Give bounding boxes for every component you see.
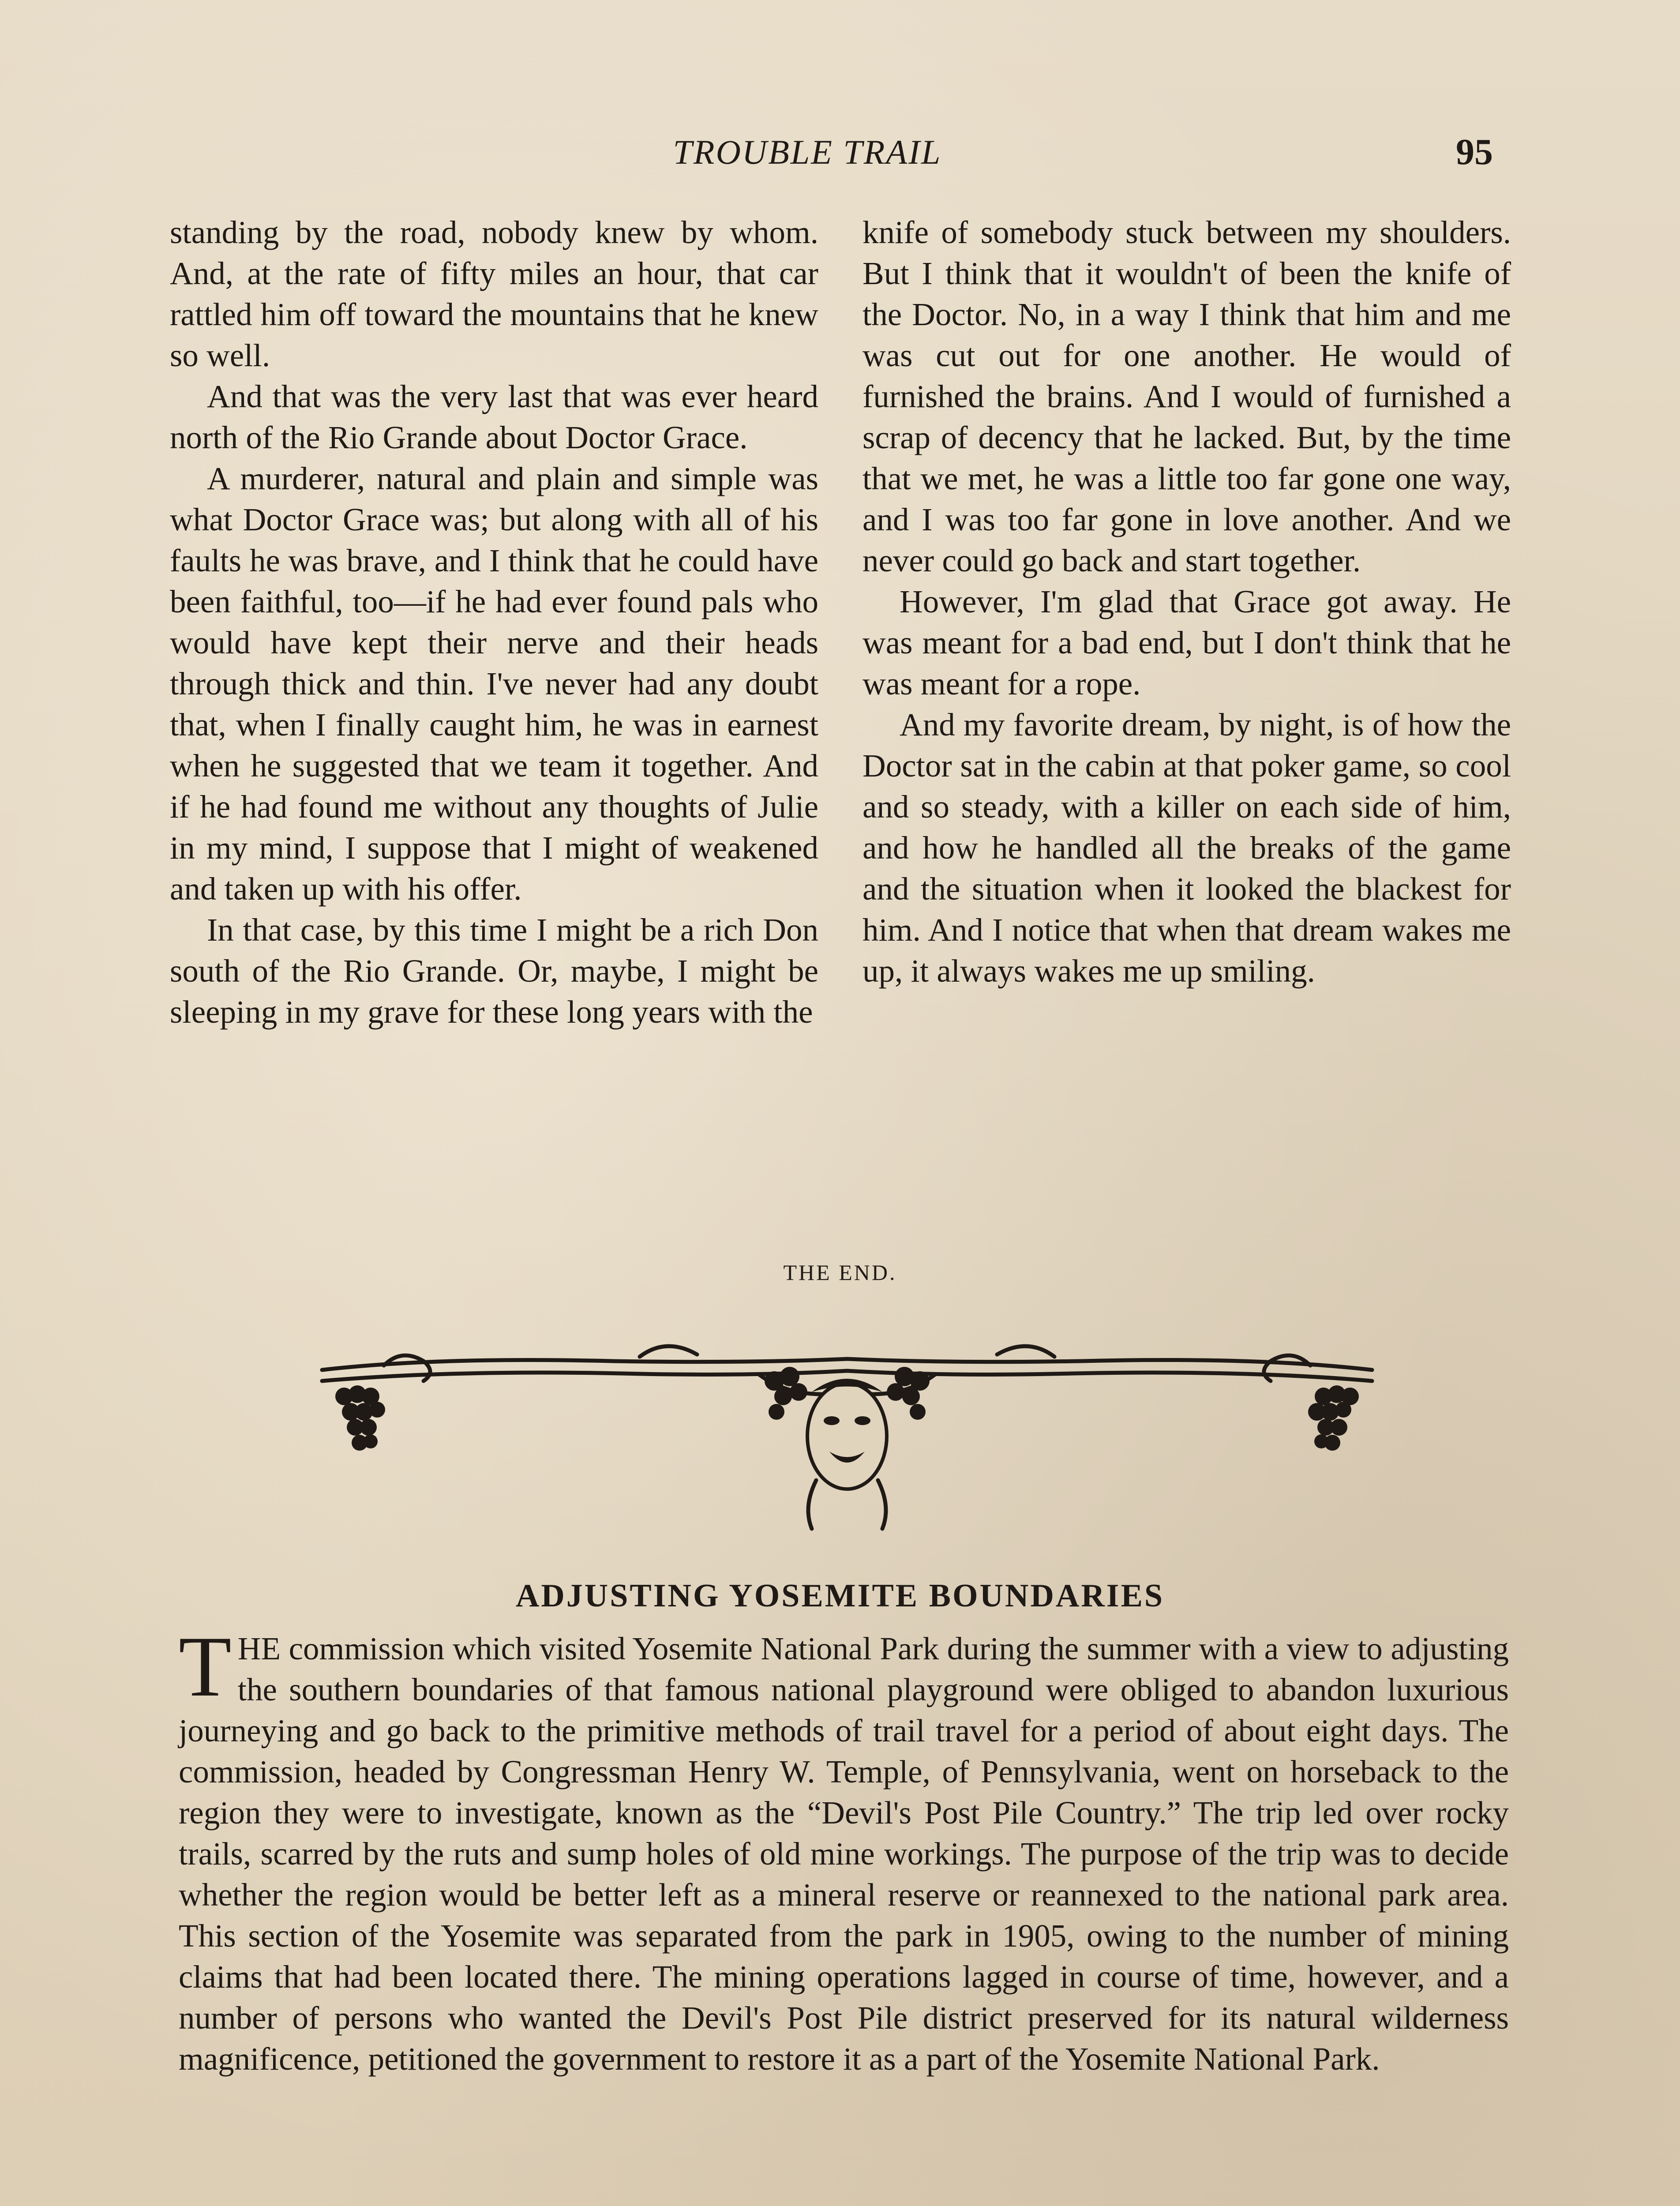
story-paragraph: And that was the very last that was ever heard north of the Rio Grande about Doctor Grace.: [170, 379, 818, 455]
grape-vine-mask-ornament-icon: [304, 1339, 1390, 1533]
story-paragraph: However, I'm glad that Grace got away. He was meant for a bad end, but I don't think that he was meant for a rope.: [862, 584, 1511, 702]
drop-cap: T: [179, 1619, 232, 1715]
story-paragraph: In that case, by this time I might be a rich Don south of the Rio Grande. Or, maybe, I might be sleeping in my grave for these long years with the: [170, 912, 818, 1030]
the-end-label: THE END.: [783, 1260, 897, 1285]
story-paragraph: knife of somebody stuck between my shoulders. But I think that it wouldn't of been the knife of the Doctor. No, in a way I think that him and me was cut out for one another. He would of furnished the brains. And I would of furnished a scrap of decency that he lacked. But, by the time that we met, he was a little too far gone one way, and I was too far gone in love another. And we never could go back and start together.: [862, 214, 1511, 578]
article-paragraph: HE commission which visited Yosemite National Park during the summer with a view to adjusting the southern boundaries of that famous national playground were obliged to abandon luxurious journeying and go back to the primitive methods of trail travel for a period of about eight days. The commission, headed by Congressman Henry W. Temple, of Pennsylvania, went on horseback to the region they were to investigate, known as the “Devil's Post Pile Country.” The trip led over rocky trails, scarred by the ruts and sump holes of old mine workings. The purpose of the trip was to decide whether the region would be better left as a mineral reserve or reannexed to the national park area. This section of the Yosemite was separated from the park in 1905, owing to the number of mining claims that had been located there. The mining operations lagged in course of time, however, and a number of persons who wanted the Devil's Post Pile district preserved for its natural wilderness magnificence, petitioned the government to restore it as a part of the Yosemite National Park.: [179, 1631, 1509, 2077]
story-paragraph: And my favorite dream, by night, is of how the Doctor sat in the cabin at that poker game, so cool and so steady, with a killer on each side of him, and how he handled all the breaks of the game and the situation when it looked the blackest for him. And I notice that when that dream wakes me up, it always wakes me up smiling.: [862, 707, 1511, 989]
article-title: ADJUSTING YOSEMITE BOUNDARIES: [515, 1578, 1165, 1614]
story-paragraph: A murderer, natural and plain and simple was what Doctor Grace was; but along with all of his faults he was brave, and I think that he could have been faithful, too—if he had ever found pals who would have kept their nerve and their heads through thick and thin. I've never had any doubt that, when I finally caught him, he was in earnest when he suggested that we team it together. And if he had found me without any thoughts of Julie in my mind, I suppose that I might of weakened and taken up with his offer.: [170, 461, 818, 907]
page-number: 95: [1456, 131, 1493, 173]
story-column-right: [862, 212, 1511, 991]
story-column-left: [170, 212, 818, 1032]
running-head: [0, 132, 1680, 181]
story-paragraph: standing by the road, nobody knew by whom. And, at the rate of fifty miles an hour, that car rattled him off toward the mountains that he knew so well.: [170, 214, 818, 373]
article-body: [179, 1619, 1509, 2079]
running-title: TROUBLE TRAIL: [673, 133, 942, 171]
